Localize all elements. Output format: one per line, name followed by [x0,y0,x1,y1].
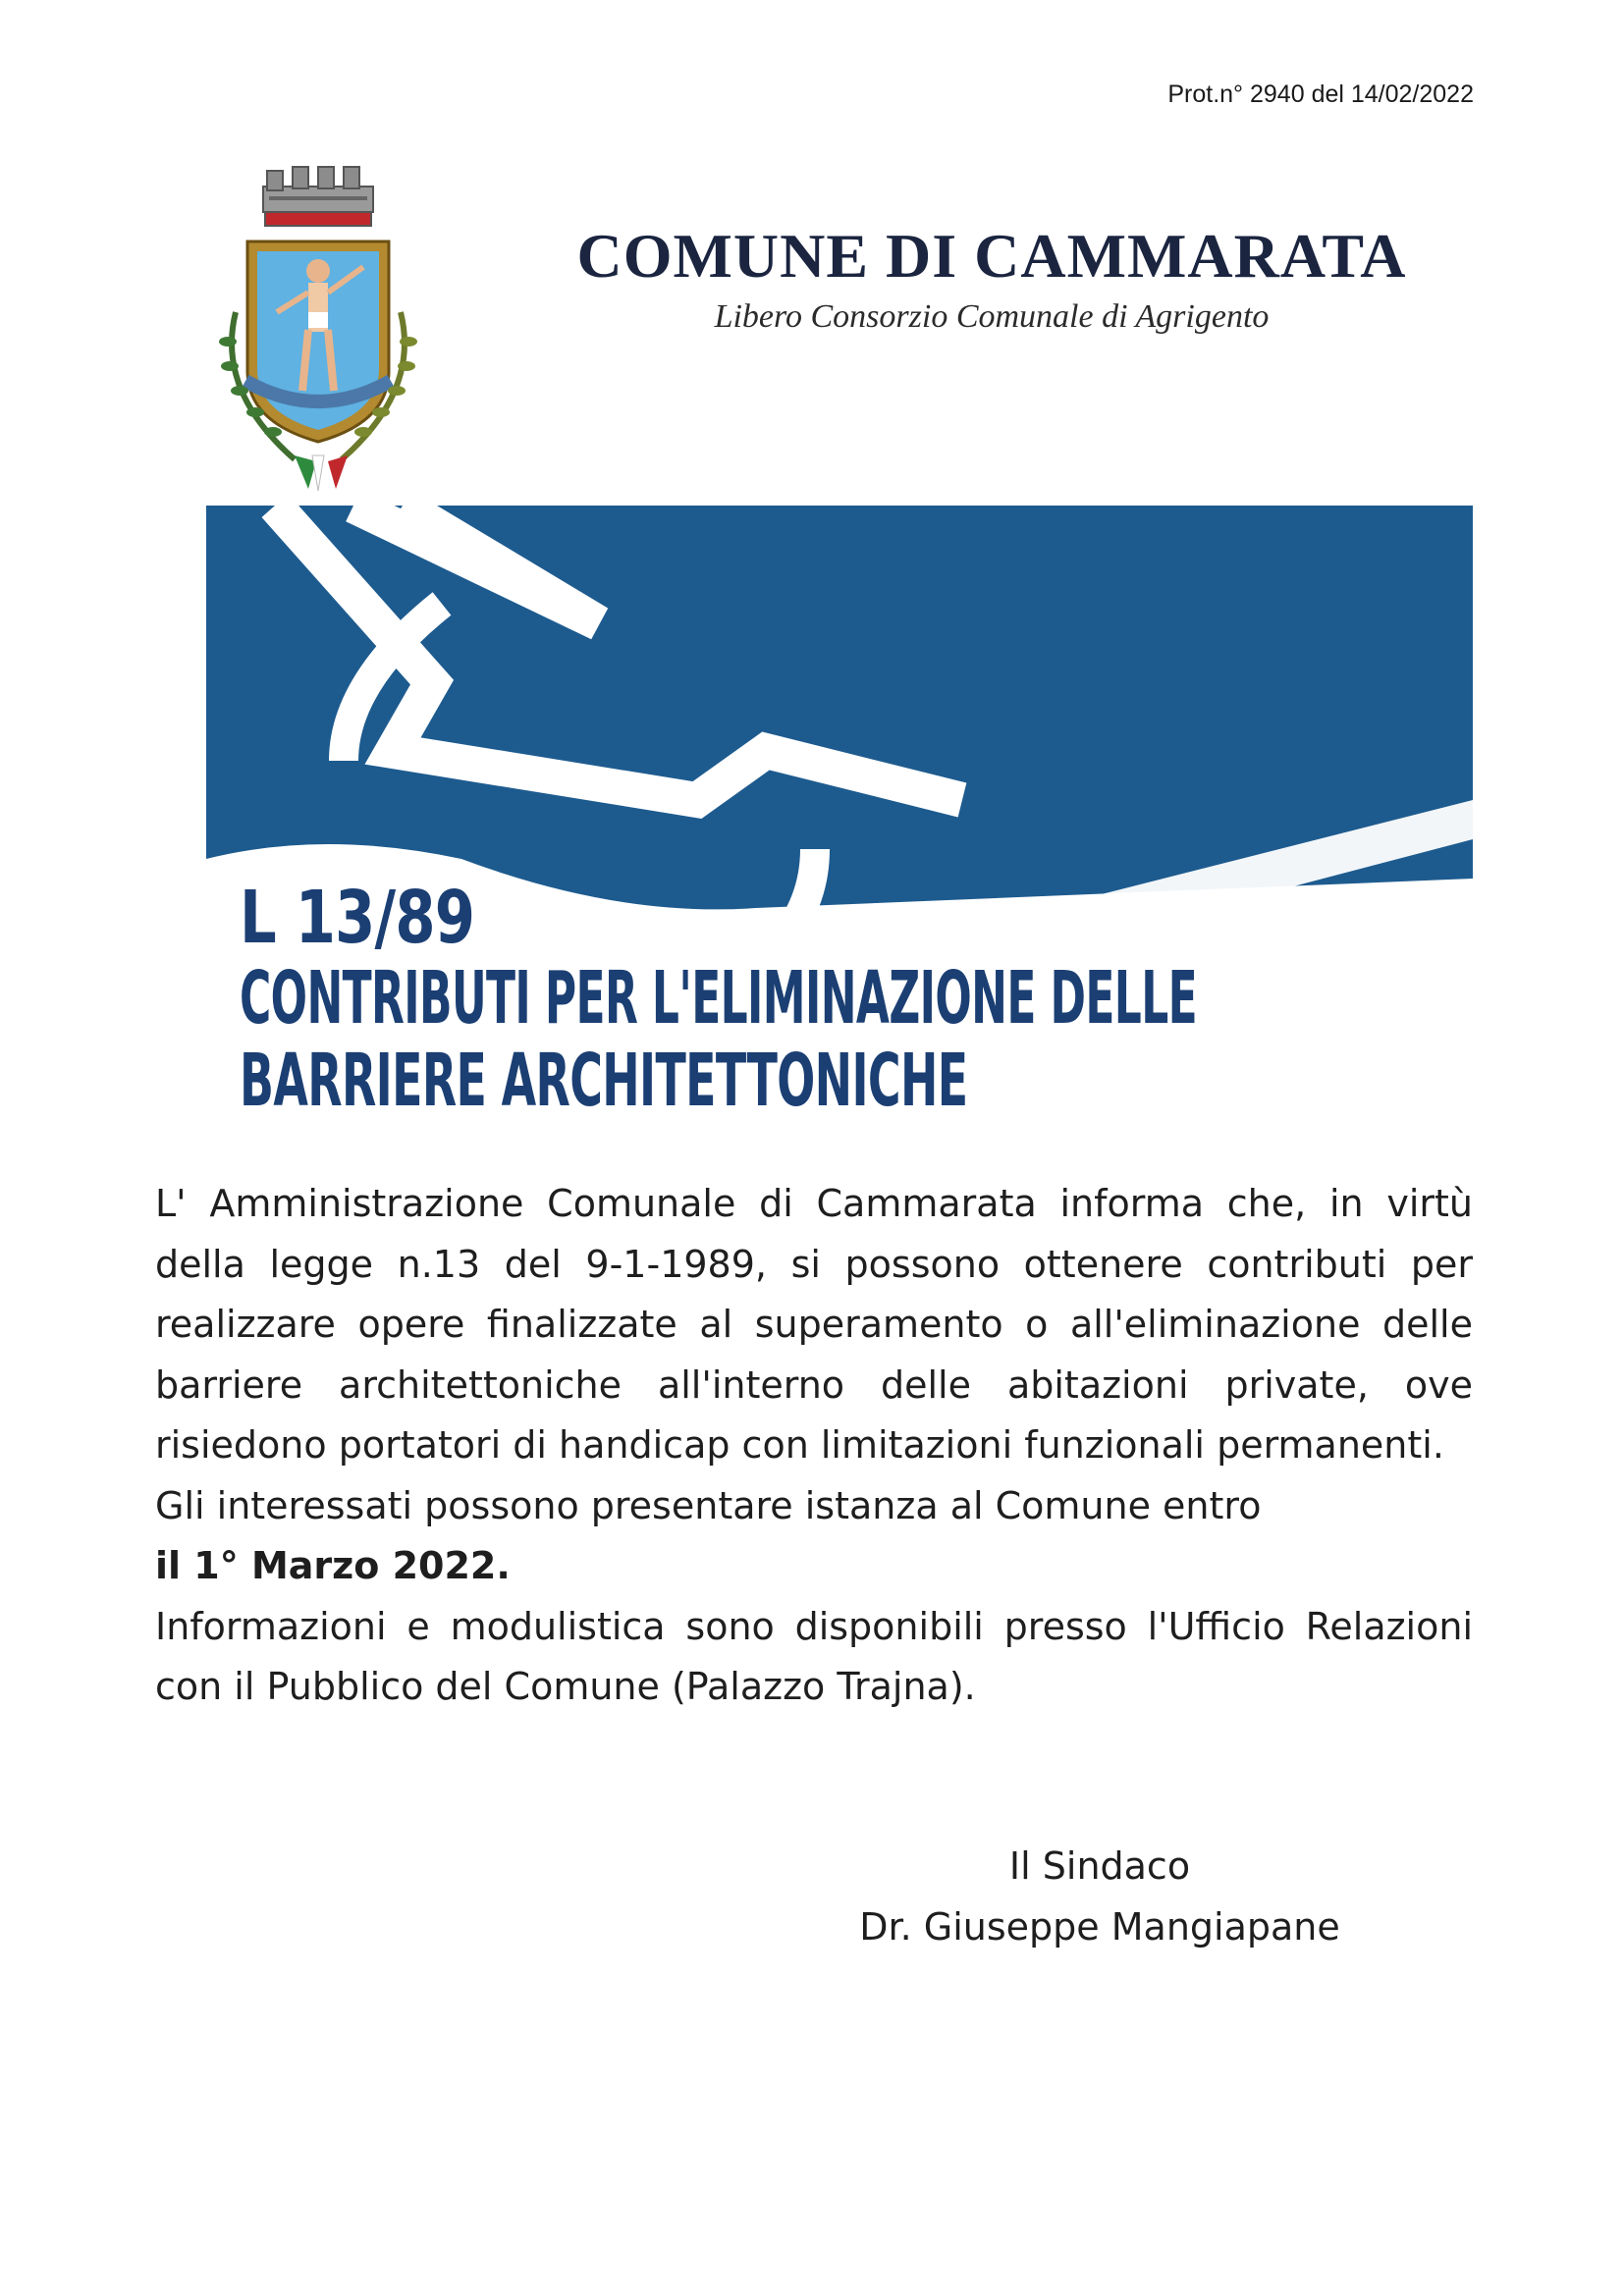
banner-law-number: L 13/89 [240,876,475,960]
comune-title: COMUNE DI CAMMARATA [576,221,1407,291]
protocol-number: Prot.n° 2940 del 14/02/2022 [1167,80,1474,108]
paragraph-info: L' Amministrazione Comunale di Cammarata informa che, in virtù della legge n.13 del 9-1-1989, si possono ottenere contributi per realizzare opere finalizzate al superamento o all'eliminazione delle barriere architettoniche all'interno delle abitazioni private, ove risiedono portatori di handicap con limitazioni funzionali permanenti. [155,1182,1473,1467]
paragraph-deadline-intro: Gli interessati possono presentare istanza al Comune entro [155,1483,1262,1527]
signature-name: Dr. Giuseppe Mangiapane [859,1905,1340,1949]
paragraph-contacts: Informazioni e modulistica sono disponibili presso l'Ufficio Relazioni con il Pubblico del Comune (Palazzo Trajna). [155,1604,1473,1708]
consorzio-subtitle: Libero Consorzio Comunale di Agrigento [714,298,1270,335]
banner-line2: BARRIERE ARCHITETTONICHE [240,1039,968,1123]
signature-title: Il Sindaco [1008,1844,1191,1888]
signature-block [825,1836,1375,1957]
deadline-date: il 1° Marzo 2022. [155,1544,511,1587]
banner-line1: CONTRIBUTI PER L'ELIMINAZIONE DELLE [240,956,1198,1041]
coat-of-arms-icon [206,165,430,494]
announcement-body [155,1174,1473,1718]
law-banner [206,506,1473,1158]
